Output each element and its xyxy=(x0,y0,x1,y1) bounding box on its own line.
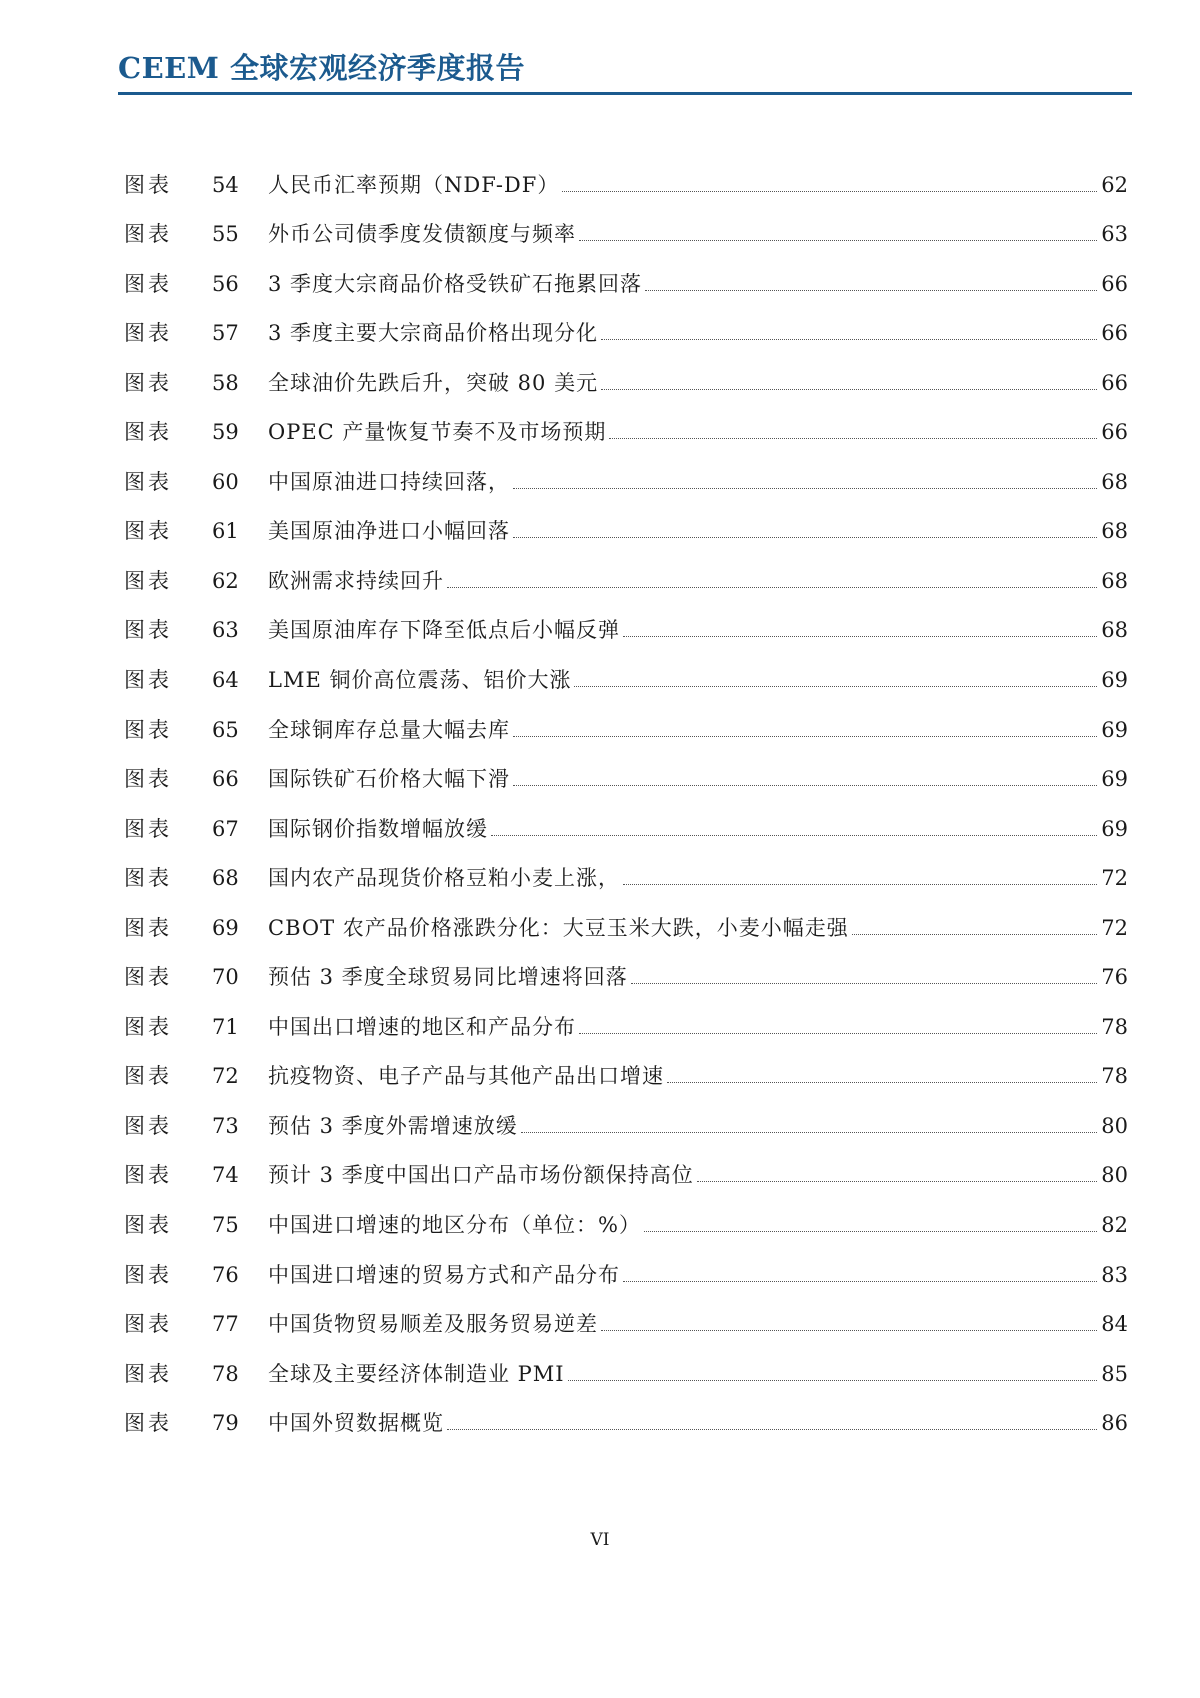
figure-title[interactable]: 人民币汇率预期（NDF-DF） xyxy=(268,172,560,197)
dot-leader xyxy=(568,1380,1097,1381)
page-ref[interactable]: 83 xyxy=(1101,1262,1128,1287)
figure-label: 图表 xyxy=(124,1262,172,1287)
toc-entry[interactable] xyxy=(124,695,1128,745)
figure-title[interactable]: 外币公司债季度发债额度与频率 xyxy=(268,222,576,247)
toc-entry[interactable] xyxy=(124,645,1128,695)
page-ref[interactable]: 69 xyxy=(1101,668,1128,693)
page-ref[interactable]: 80 xyxy=(1101,1113,1128,1138)
figure-label: 图表 xyxy=(124,1064,172,1089)
figure-title[interactable]: 中国进口增速的地区分布（单位：%） xyxy=(268,1213,641,1238)
figure-title[interactable]: 国际铁矿石价格大幅下滑 xyxy=(268,767,510,792)
page-ref[interactable]: 85 xyxy=(1101,1361,1128,1386)
page-ref[interactable]: 80 xyxy=(1101,1163,1128,1188)
toc-entry[interactable] xyxy=(124,398,1128,448)
toc-entry[interactable] xyxy=(124,299,1128,349)
page-ref[interactable]: 76 xyxy=(1101,965,1128,990)
dot-leader xyxy=(521,1132,1097,1133)
figure-title[interactable]: 全球及主要经济体制造业 PMI xyxy=(268,1361,565,1386)
toc-entry[interactable] xyxy=(124,893,1128,943)
dot-leader xyxy=(623,884,1097,885)
figure-title[interactable]: 美国原油库存下降至低点后小幅反弹 xyxy=(268,618,620,643)
figure-label: 图表 xyxy=(124,1014,172,1039)
figure-title[interactable]: 3 季度大宗商品价格受铁矿石拖累回落 xyxy=(268,271,643,296)
figure-number: 59 xyxy=(212,420,239,445)
figure-title[interactable]: 预估 3 季度全球贸易同比增速将回落 xyxy=(268,965,628,990)
dot-leader xyxy=(623,636,1097,637)
toc-entry[interactable] xyxy=(124,794,1128,844)
figure-label: 图表 xyxy=(124,618,172,643)
figure-number: 54 xyxy=(212,172,239,197)
report-title: CEEM 全球宏观经济季度报告 xyxy=(118,51,525,85)
figure-label: 图表 xyxy=(124,1213,172,1238)
dot-leader xyxy=(513,537,1097,538)
page-ref[interactable]: 78 xyxy=(1101,1064,1128,1089)
figure-label: 图表 xyxy=(124,321,172,346)
toc-entry[interactable] xyxy=(124,1290,1128,1340)
figure-number: 63 xyxy=(212,618,239,643)
figure-label: 图表 xyxy=(124,1312,172,1337)
dot-leader xyxy=(447,587,1097,588)
toc-entry[interactable] xyxy=(124,992,1128,1042)
page-ref[interactable]: 68 xyxy=(1101,618,1128,643)
toc-entry[interactable] xyxy=(124,348,1128,398)
page-ref[interactable]: 69 xyxy=(1101,717,1128,742)
figure-title[interactable]: 预估 3 季度外需增速放缓 xyxy=(268,1113,518,1138)
figure-label: 图表 xyxy=(124,965,172,990)
figure-title[interactable]: OPEC 产量恢复节奏不及市场预期 xyxy=(268,420,607,445)
figure-label: 图表 xyxy=(124,668,172,693)
figure-number: 60 xyxy=(212,469,239,494)
dot-leader xyxy=(852,934,1097,935)
dot-leader xyxy=(447,1429,1097,1430)
figure-number: 78 xyxy=(212,1361,239,1386)
figure-label: 图表 xyxy=(124,370,172,395)
figure-number: 55 xyxy=(212,222,239,247)
page-ref[interactable]: 62 xyxy=(1101,172,1128,197)
figure-label: 图表 xyxy=(124,915,172,940)
toc-entry[interactable] xyxy=(124,1240,1128,1290)
figure-label: 图表 xyxy=(124,172,172,197)
figure-title[interactable]: LME 铜价高位震荡、铝价大涨 xyxy=(268,668,572,693)
page-ref[interactable]: 78 xyxy=(1101,1014,1128,1039)
dot-leader xyxy=(601,1330,1097,1331)
figure-number: 69 xyxy=(212,915,239,940)
toc-entry[interactable] xyxy=(124,844,1128,894)
page-ref[interactable]: 68 xyxy=(1101,519,1128,544)
toc-entry[interactable] xyxy=(124,249,1128,299)
figure-number: 74 xyxy=(212,1163,239,1188)
figure-number: 70 xyxy=(212,965,239,990)
toc-entry[interactable] xyxy=(124,447,1128,497)
page-ref[interactable]: 69 xyxy=(1101,767,1128,792)
dot-leader xyxy=(579,240,1097,241)
figure-title[interactable]: 中国进口增速的贸易方式和产品分布 xyxy=(268,1262,620,1287)
dot-leader xyxy=(609,438,1097,439)
page-ref[interactable]: 66 xyxy=(1101,370,1128,395)
figure-number: 75 xyxy=(212,1213,239,1238)
figure-title[interactable]: 中国出口增速的地区和产品分布 xyxy=(268,1014,576,1039)
page-ref[interactable]: 69 xyxy=(1101,816,1128,841)
dot-leader xyxy=(631,983,1097,984)
figure-title[interactable]: 全球铜库存总量大幅去库 xyxy=(268,717,510,742)
dot-leader xyxy=(623,1281,1097,1282)
page-ref[interactable]: 66 xyxy=(1101,420,1128,445)
figure-label: 图表 xyxy=(124,767,172,792)
header-rule xyxy=(118,92,1132,95)
figure-list xyxy=(124,150,1128,1438)
toc-entry[interactable] xyxy=(124,497,1128,547)
toc-entry[interactable] xyxy=(124,943,1128,993)
toc-entry[interactable] xyxy=(124,200,1128,250)
figure-number: 76 xyxy=(212,1262,239,1287)
toc-entry[interactable] xyxy=(124,1042,1128,1092)
figure-number: 62 xyxy=(212,568,239,593)
figure-number: 57 xyxy=(212,321,239,346)
figure-number: 61 xyxy=(212,519,239,544)
figure-label: 图表 xyxy=(124,717,172,742)
dot-leader xyxy=(513,736,1097,737)
figure-title[interactable]: 国内农产品现货价格豆粕小麦上涨， xyxy=(268,866,620,891)
figure-title[interactable]: 3 季度主要大宗商品价格出现分化 xyxy=(268,321,599,346)
page-ref[interactable]: 72 xyxy=(1101,915,1128,940)
figure-title[interactable]: 美国原油净进口小幅回落 xyxy=(268,519,510,544)
page-number: VI xyxy=(590,1530,610,1550)
figure-label: 图表 xyxy=(124,271,172,296)
figure-title[interactable]: 中国外贸数据概览 xyxy=(268,1411,444,1436)
figure-number: 72 xyxy=(212,1064,239,1089)
figure-title[interactable]: 国际钢价指数增幅放缓 xyxy=(268,816,488,841)
toc-entry[interactable] xyxy=(124,546,1128,596)
figure-label: 图表 xyxy=(124,1163,172,1188)
page-ref[interactable]: 86 xyxy=(1101,1411,1128,1436)
page-header xyxy=(118,48,1132,95)
figure-label: 图表 xyxy=(124,816,172,841)
figure-number: 73 xyxy=(212,1113,239,1138)
toc-entry[interactable] xyxy=(124,745,1128,795)
page-ref[interactable]: 66 xyxy=(1101,271,1128,296)
figure-number: 71 xyxy=(212,1014,239,1039)
page-ref[interactable]: 66 xyxy=(1101,321,1128,346)
figure-number: 56 xyxy=(212,271,239,296)
figure-number: 79 xyxy=(212,1411,239,1436)
figure-label: 图表 xyxy=(124,469,172,494)
figure-number: 77 xyxy=(212,1312,239,1337)
figure-label: 图表 xyxy=(124,222,172,247)
figure-label: 图表 xyxy=(124,519,172,544)
dot-leader xyxy=(601,389,1097,390)
dot-leader xyxy=(697,1181,1097,1182)
toc-entry[interactable] xyxy=(124,1141,1128,1191)
toc-entry[interactable] xyxy=(124,1339,1128,1389)
page-ref[interactable]: 82 xyxy=(1101,1213,1128,1238)
dot-leader xyxy=(574,686,1097,687)
dot-leader xyxy=(562,191,1097,192)
toc-entry[interactable] xyxy=(124,1190,1128,1240)
page-ref[interactable]: 68 xyxy=(1101,568,1128,593)
toc-entry[interactable] xyxy=(124,150,1128,200)
figure-label: 图表 xyxy=(124,1361,172,1386)
figure-number: 58 xyxy=(212,370,239,395)
dot-leader xyxy=(513,785,1097,786)
page-ref[interactable]: 72 xyxy=(1101,866,1128,891)
page-ref[interactable]: 68 xyxy=(1101,469,1128,494)
dot-leader xyxy=(491,835,1097,836)
figure-number: 65 xyxy=(212,717,239,742)
page-ref[interactable]: 63 xyxy=(1101,222,1128,247)
figure-title[interactable]: 中国货物贸易顺差及服务贸易逆差 xyxy=(268,1312,598,1337)
dot-leader xyxy=(579,1033,1097,1034)
figure-number: 68 xyxy=(212,866,239,891)
figure-title[interactable]: 欧洲需求持续回升 xyxy=(268,568,444,593)
figure-label: 图表 xyxy=(124,1411,172,1436)
figure-title[interactable]: 全球油价先跌后升，突破 80 美元 xyxy=(268,370,599,395)
figure-title[interactable]: 中国原油进口持续回落， xyxy=(268,469,510,494)
dot-leader xyxy=(644,1231,1097,1232)
toc-entry[interactable] xyxy=(124,1389,1128,1439)
toc-entry[interactable] xyxy=(124,596,1128,646)
figure-label: 图表 xyxy=(124,568,172,593)
figure-label: 图表 xyxy=(124,866,172,891)
dot-leader xyxy=(667,1082,1097,1083)
figure-label: 图表 xyxy=(124,1113,172,1138)
figure-title[interactable]: 预计 3 季度中国出口产品市场份额保持高位 xyxy=(268,1163,694,1188)
figure-title[interactable]: 抗疫物资、电子产品与其他产品出口增速 xyxy=(268,1064,664,1089)
figure-title[interactable]: CBOT 农产品价格涨跌分化：大豆玉米大跌，小麦小幅走强 xyxy=(268,915,849,940)
toc-entry[interactable] xyxy=(124,1091,1128,1141)
figure-label: 图表 xyxy=(124,420,172,445)
figure-number: 66 xyxy=(212,767,239,792)
dot-leader xyxy=(513,488,1097,489)
figure-number: 67 xyxy=(212,816,239,841)
dot-leader xyxy=(601,339,1097,340)
page-ref[interactable]: 84 xyxy=(1101,1312,1128,1337)
figure-number: 64 xyxy=(212,668,239,693)
dot-leader xyxy=(645,290,1097,291)
